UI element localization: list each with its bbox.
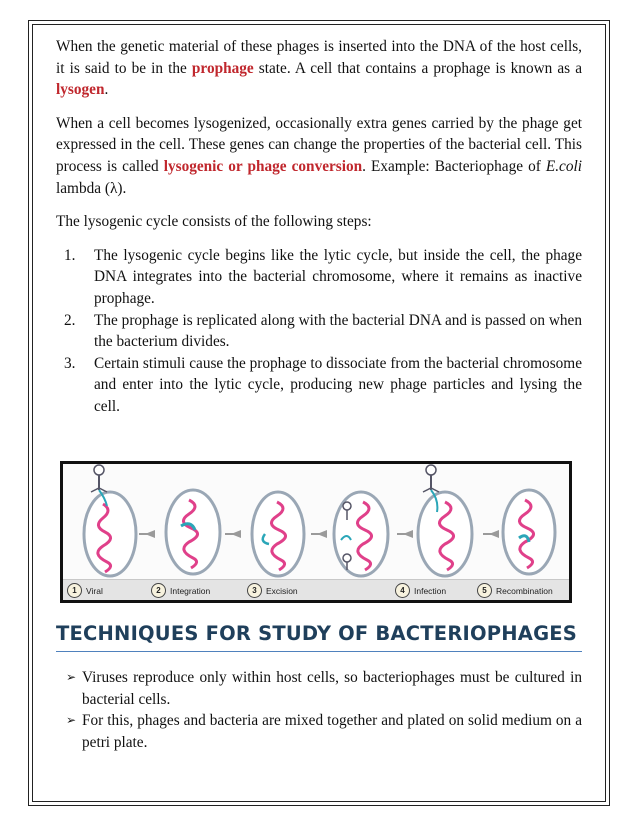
paragraph-steps-intro: The lysogenic cycle consists of the following steps: xyxy=(56,213,372,231)
section-heading: TECHNIQUES FOR STUDY OF BACTERIOPHAGES xyxy=(56,622,578,645)
cell-viral xyxy=(84,465,136,576)
cell-lytic xyxy=(334,492,388,576)
heading-divider xyxy=(56,651,582,652)
bullet-list xyxy=(66,667,582,753)
term-prophage: prophage xyxy=(191,59,254,77)
lysogenic-cycle-figure xyxy=(60,461,572,603)
arrow-bullet-icon: ➢ xyxy=(66,670,77,684)
cell-integration xyxy=(166,490,220,574)
step-label-recombination: 5 Recombination xyxy=(477,583,553,598)
step-label-excision: 3 Excision xyxy=(247,583,298,598)
p1-text-3: . xyxy=(104,81,109,99)
steps-list xyxy=(56,245,582,418)
ecoli-italic: E.coli xyxy=(545,157,582,175)
arrow-bullet-icon: ➢ xyxy=(66,713,77,728)
paragraph-conversion xyxy=(56,113,582,199)
p2-text-1: When a cell becomes lysogenized, occasionally extra genes carried by the phage get expressed in the cell. These genes can change the properties of the bacterial cell. This process is called xyxy=(56,114,582,175)
list-item: ➢ For this, phages and bacteria are mixed together and plated on solid medium on a petri plate. xyxy=(66,712,582,751)
list-item: ➢ Viruses reproduce only within host cells, so bacteriophages must be cultured in bacterial cells. xyxy=(66,669,582,708)
list-item: 1. The lysogenic cycle begins like the lytic cycle, but inside the cell, the phage DNA integrates into the bacterial chromosome, where it remains as inactive prophage. xyxy=(64,246,582,307)
figure-illustration xyxy=(63,464,569,580)
p1-text-2: state. A cell that contains a prophage is known as a xyxy=(253,59,582,77)
figure-label-bar xyxy=(63,579,569,600)
term-lysogenic-conversion: lysogenic or phage conversion xyxy=(163,157,363,175)
cell-infection xyxy=(418,465,472,576)
list-item: 3. Certain stimuli cause the prophage to dissociate from the bacterial chromosome and enter into the lytic cycle, producing new phage particles and lysing the cell. xyxy=(64,354,582,415)
cell-recombination xyxy=(503,490,555,574)
p2-text-2: . Example: Bacteriophage of xyxy=(362,157,546,175)
cell-excision xyxy=(252,492,304,576)
paragraph-prophage xyxy=(56,36,582,101)
step-label-integration: 2 Integration xyxy=(151,583,210,598)
list-item: 2. The prophage is replicated along with the bacterial DNA and is passed on when the bacterium divides. xyxy=(64,311,582,351)
step-label-viral: 1 Viral xyxy=(67,583,103,598)
p2-text-3: lambda (λ). xyxy=(56,179,127,197)
body-text xyxy=(56,36,582,418)
p1-text-1: When the genetic material of these phages is inserted into the DNA of the host cells, it is said to be in the xyxy=(56,38,582,77)
term-lysogen: lysogen xyxy=(56,81,105,99)
step-label-infection: 4 Infection xyxy=(395,583,446,598)
